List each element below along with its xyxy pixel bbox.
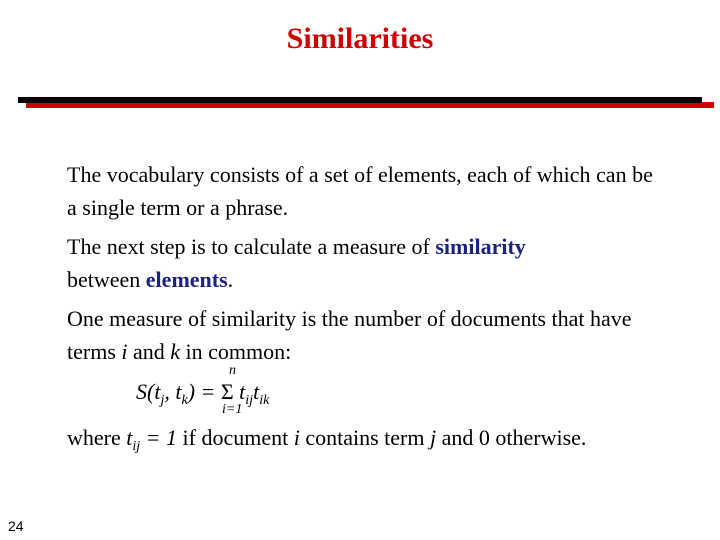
p3-var-i: i (121, 339, 128, 364)
where-var-i: i (293, 425, 300, 450)
title-underline (18, 97, 702, 103)
paragraph-vocabulary: The vocabulary consists of a set of elements, each of which can be a single term or a phrase. (67, 162, 653, 220)
sum-upper-limit: n (229, 363, 236, 378)
p3-text-and: and (127, 339, 171, 364)
where-before: where (67, 425, 127, 450)
similarity-formula (136, 379, 269, 409)
where-var-j: j (429, 425, 437, 450)
keyword-elements: elements (145, 267, 228, 292)
formula-t2: t (253, 379, 260, 404)
where-sub-ij: ij (132, 439, 141, 454)
p2-text-before: The next step is to calculate a measure of (67, 234, 436, 259)
where-t: t (126, 425, 133, 450)
paragraph-measure (67, 302, 667, 368)
keyword-similarity: similarity (435, 234, 526, 259)
where-middle: if document (177, 425, 294, 450)
p2-text-middle: between (67, 267, 146, 292)
p2-text-after: . (227, 267, 234, 292)
formula-t1: t (233, 379, 246, 404)
p3-var-k: k (170, 339, 181, 364)
sigma-symbol: Σ (220, 379, 234, 404)
p3-text-before: One measure of similarity is the number of documents that have terms (67, 306, 632, 364)
where-contains: contains term (299, 425, 430, 450)
formula-sub-k: k (181, 393, 188, 408)
where-eq: = 1 (140, 425, 178, 450)
slide-title: Similarities (286, 22, 434, 55)
formula-lhs-comma: , t (164, 379, 182, 404)
where-line (67, 421, 586, 463)
sum-lower-limit: i=1 (222, 402, 243, 417)
p3-text-after: in common: (180, 339, 292, 364)
formula-sub-j: j (160, 393, 165, 408)
formula-lhs-close: ) = (187, 379, 221, 404)
where-after: and 0 otherwise. (436, 425, 587, 450)
paragraph-next-step (67, 230, 667, 296)
formula-lhs-s: S(t (136, 379, 161, 404)
slide-number: 24 (8, 518, 24, 534)
formula-sub-ij: ij (245, 393, 254, 408)
formula-sub-ik: ik (259, 393, 270, 408)
